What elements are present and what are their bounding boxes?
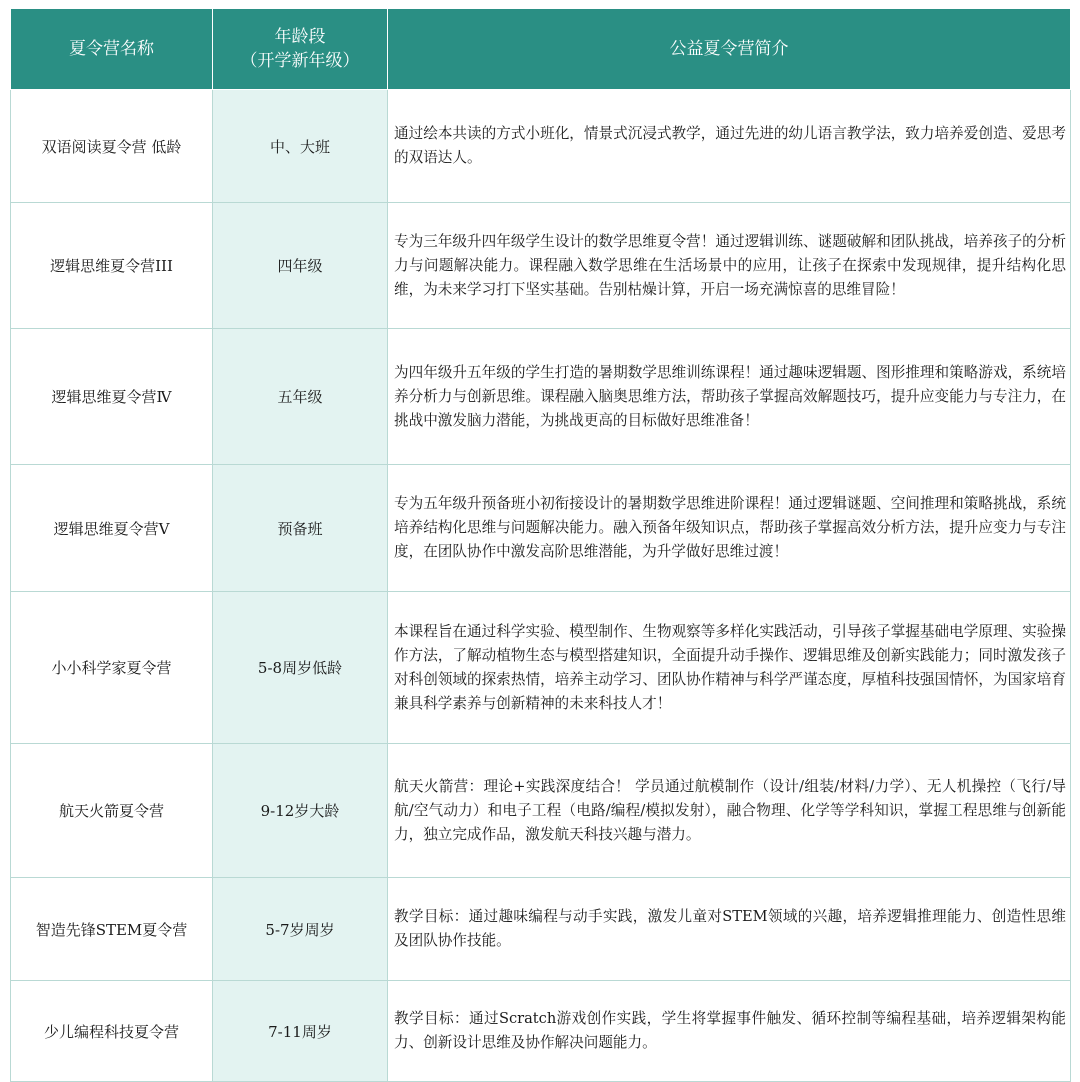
camp-table-container [10,8,1071,1082]
table-header-row [11,9,1071,90]
camp-name-cell: 逻辑思维夏令营III [11,203,213,329]
header-age-line1: 年龄段 [274,27,326,47]
camp-name-cell: 双语阅读夏令营 低龄 [11,90,213,203]
age-group-cell: 5-8周岁低龄 [213,592,388,744]
camp-name-cell: 逻辑思维夏令营V [11,465,213,592]
header-age-group [213,9,388,90]
camp-name-cell: 小小科学家夏令营 [11,592,213,744]
age-group-cell: 中、大班 [213,90,388,203]
description-cell: 航天火箭营：理论+实践深度结合！ 学员通过航模制作（设计/组装/材料/力学）、无人机操控（飞行/导航/空气动力）和电子工程（电路/编程/模拟发射），融合物理、化学等学科知识，掌握工程思维与创新能力，独立完成作品，激发航天科技兴趣与潜力。 [388,744,1071,878]
age-group-cell: 7-11周岁 [213,981,388,1082]
description-cell: 本课程旨在通过科学实验、模型制作、生物观察等多样化实践活动，引导孩子掌握基础电学原理、实验操作方法，了解动植物生态与模型搭建知识，全面提升动手操作、逻辑思维及创新实践能力；同时激发孩子对科创领域的探索热情，培养主动学习、团队协作精神与科学严谨态度，厚植科技强国情怀，为国家培育兼具科学素养与创新精神的未来科技人才！ [388,592,1071,744]
header-camp-name: 夏令营名称 [11,9,213,90]
table-row [11,744,1071,878]
table-row [11,592,1071,744]
camp-name-cell: 航天火箭夏令营 [11,744,213,878]
table-row [11,203,1071,329]
age-group-cell: 9-12岁大龄 [213,744,388,878]
table-row [11,329,1071,465]
summer-camp-table [10,8,1071,1082]
camp-name-cell: 逻辑思维夏令营Ⅳ [11,329,213,465]
table-row [11,981,1071,1082]
camp-name-cell: 少儿编程科技夏令营 [11,981,213,1082]
description-cell: 为四年级升五年级的学生打造的暑期数学思维训练课程！通过趣味逻辑题、图形推理和策略游戏，系统培养分析力与创新思维。课程融入脑奥思维方法，帮助孩子掌握高效解题技巧，提升应变能力与专注力，在挑战中激发脑力潜能，为挑战更高的目标做好思维准备！ [388,329,1071,465]
header-age-line2: （开学新年级） [240,51,360,71]
table-row [11,90,1071,203]
description-cell: 专为五年级升预备班小初衔接设计的暑期数学思维进阶课程！通过逻辑谜题、空间推理和策略挑战，系统培养结构化思维与问题解决能力。融入预备年级知识点，帮助孩子掌握高效分析方法，提升应变力与专注度，在团队协作中激发高阶思维潜能，为升学做好思维过渡！ [388,465,1071,592]
age-group-cell: 预备班 [213,465,388,592]
age-group-cell: 五年级 [213,329,388,465]
description-cell: 专为三年级升四年级学生设计的数学思维夏令营！通过逻辑训练、谜题破解和团队挑战，培养孩子的分析力与问题解决能力。课程融入数学思维在生活场景中的应用，让孩子在探索中发现规律，提升结构化思维，为未来学习打下坚实基础。告别枯燥计算，开启一场充满惊喜的思维冒险！ [388,203,1071,329]
description-cell: 教学目标：通过Scratch游戏创作实践，学生将掌握事件触发、循环控制等编程基础，培养逻辑架构能力、创新设计思维及协作解决问题能力。 [388,981,1071,1082]
header-description: 公益夏令营简介 [388,9,1071,90]
table-row [11,878,1071,981]
description-cell: 通过绘本共读的方式小班化，情景式沉浸式教学，通过先进的幼儿语言教学法，致力培养爱创造、爱思考的双语达人。 [388,90,1071,203]
age-group-cell: 四年级 [213,203,388,329]
camp-name-cell: 智造先锋STEM夏令营 [11,878,213,981]
description-cell: 教学目标：通过趣味编程与动手实践，激发儿童对STEM领域的兴趣，培养逻辑推理能力、创造性思维及团队协作技能。 [388,878,1071,981]
table-row [11,465,1071,592]
age-group-cell: 5-7岁周岁 [213,878,388,981]
